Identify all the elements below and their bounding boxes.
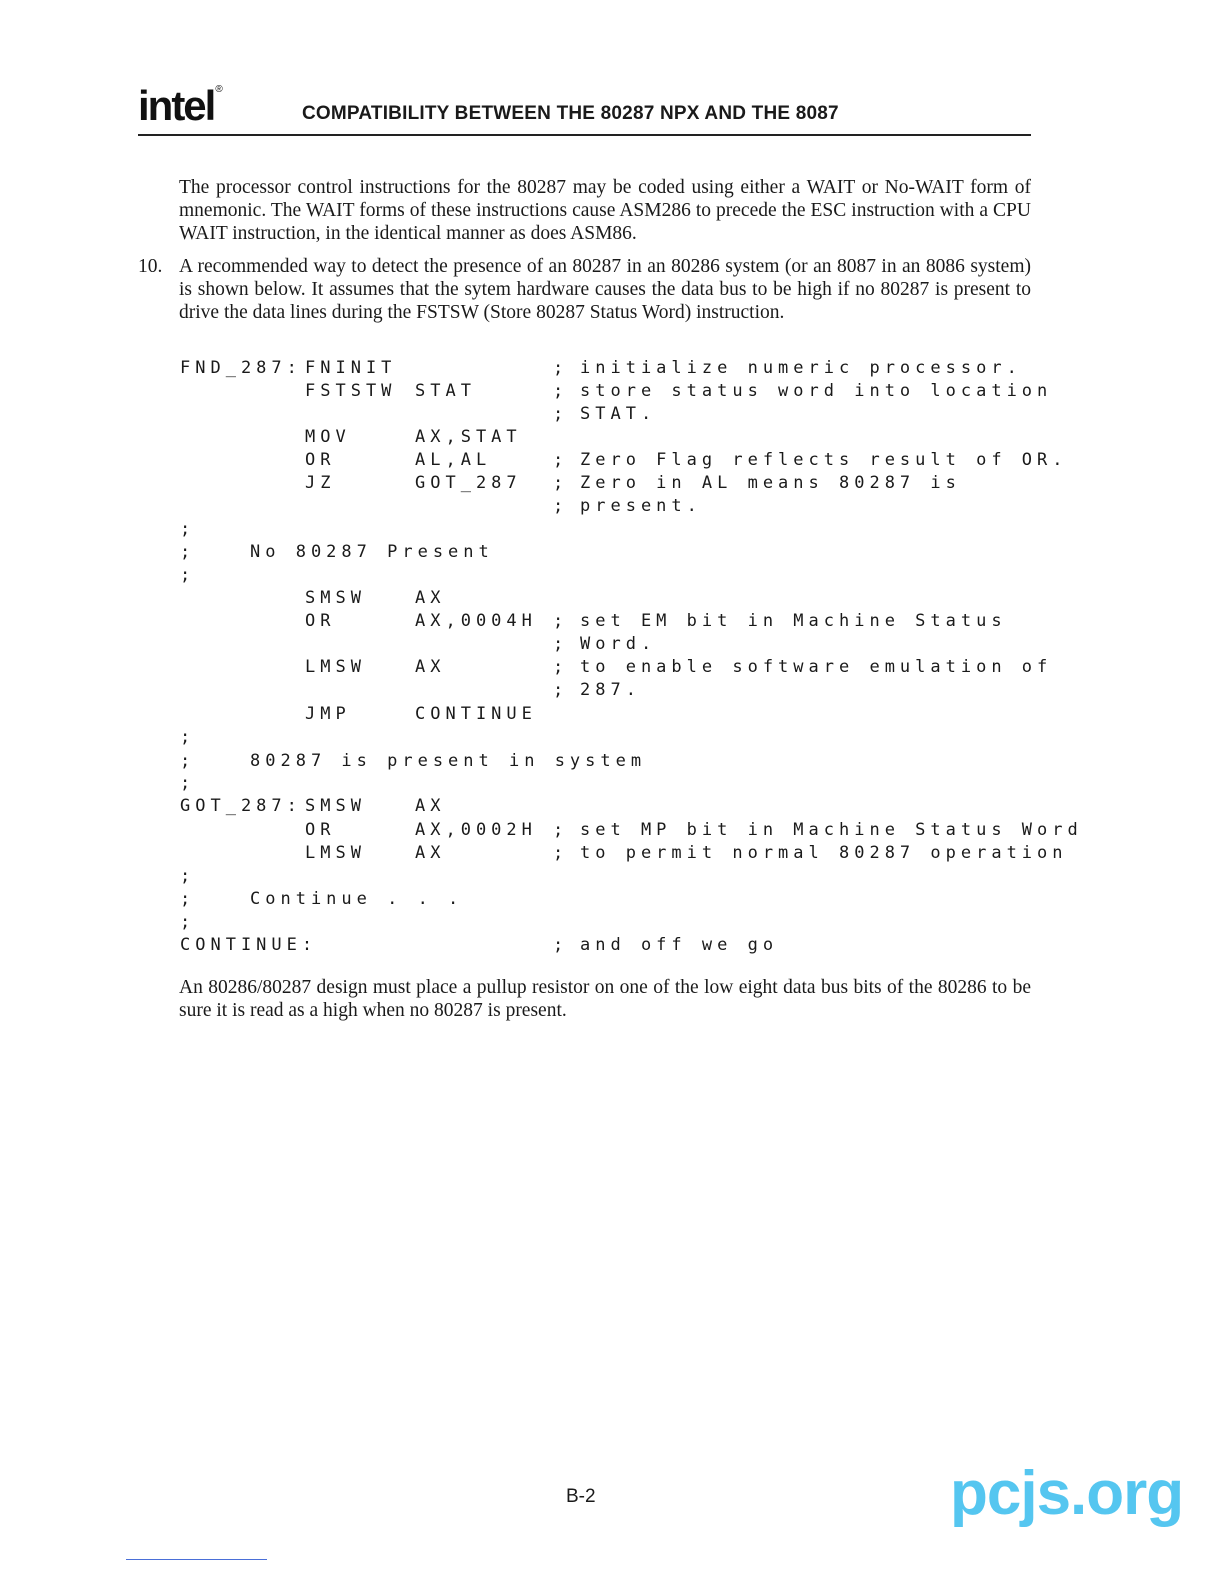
code-semicolon: ; — [180, 773, 196, 793]
code-operand: GOT_287 — [415, 473, 522, 493]
code-operand: AX,STAT — [415, 427, 522, 447]
code-semicolon: ; — [553, 381, 569, 401]
code-semicolon: ; — [553, 843, 569, 863]
code-section-comment: 80287 is present in system — [250, 751, 647, 771]
code-opcode: SMSW — [305, 588, 366, 608]
code-semicolon: ; — [180, 866, 196, 886]
code-opcode: LMSW — [305, 657, 366, 677]
page-number: B-2 — [566, 1486, 596, 1507]
code-comment: Word. — [580, 634, 657, 654]
code-opcode: OR — [305, 611, 336, 631]
code-semicolon: ; — [553, 634, 569, 654]
code-section-comment: No 80287 Present — [250, 542, 494, 562]
code-opcode: FSTSTW — [305, 381, 397, 401]
code-semicolon: ; — [553, 657, 569, 677]
code-operand: AX — [415, 843, 446, 863]
code-semicolon: ; — [553, 935, 569, 955]
code-comment: and off we go — [580, 935, 779, 955]
code-operand: AX — [415, 796, 446, 816]
code-comment: store status word into location — [580, 381, 1053, 401]
footer-divider — [126, 1559, 267, 1560]
code-opcode: FNINIT — [305, 358, 397, 378]
code-opcode: OR — [305, 450, 336, 470]
code-semicolon: ; — [553, 404, 569, 424]
code-section-comment: Continue . . . — [250, 889, 464, 909]
intel-logo: intel® — [138, 82, 221, 129]
code-comment: set MP bit in Machine Status Word — [580, 820, 1083, 840]
closing-paragraph: An 80286/80287 design must place a pullup resistor on one of the low eight data bus bits of the 80286 to be sure it is read as a high when no 80287 is present. — [179, 977, 1031, 1021]
code-operand: AX,0004H — [415, 611, 537, 631]
code-semicolon: ; — [553, 680, 569, 700]
code-operand: AX — [415, 588, 446, 608]
code-semicolon: ; — [553, 496, 569, 516]
code-semicolon: ; — [180, 542, 196, 562]
code-semicolon: ; — [180, 751, 196, 771]
header-divider — [138, 134, 1031, 136]
code-semicolon: ; — [553, 358, 569, 378]
code-comment: initialize numeric processor. — [580, 358, 1022, 378]
code-comment: Zero in AL means 80287 is — [580, 473, 961, 493]
code-semicolon: ; — [553, 450, 569, 470]
code-opcode: OR — [305, 820, 336, 840]
code-operand: STAT — [415, 381, 476, 401]
code-opcode: SMSW — [305, 796, 366, 816]
code-comment: STAT. — [580, 404, 657, 424]
code-comment: 287. — [580, 680, 641, 700]
code-semicolon: ; — [180, 519, 196, 539]
code-semicolon: ; — [553, 473, 569, 493]
code-opcode: JMP — [305, 704, 351, 724]
list-item-text: A recommended way to detect the presence of an 80287 in an 80286 system (or an 8087 in an 8086 system) is shown below. It assumes that the sytem hardware causes the data bus to be high if no 80287 is present to drive the data lines during the FSTSW (Store 80287 Status Word) instruction. — [179, 256, 1031, 323]
code-comment: Zero Flag reflects result of OR. — [580, 450, 1068, 470]
code-semicolon: ; — [180, 727, 196, 747]
pcjs-watermark: pcjs.org — [950, 1459, 1184, 1528]
code-operand: AX — [415, 657, 446, 677]
code-comment: present. — [580, 496, 702, 516]
code-operand: AL,AL — [415, 450, 492, 470]
code-operand: AX,0002H — [415, 820, 537, 840]
code-label: FND_287: — [180, 358, 302, 378]
code-comment: set EM bit in Machine Status — [580, 611, 1007, 631]
list-item-number: 10. — [138, 256, 163, 277]
code-semicolon: ; — [180, 889, 196, 909]
code-opcode: JZ — [305, 473, 336, 493]
page-header-title: COMPATIBILITY BETWEEN THE 80287 NPX AND THE 8087 — [302, 103, 839, 124]
code-comment: to enable software emulation of — [580, 657, 1053, 677]
code-label: CONTINUE: — [180, 935, 318, 955]
code-opcode: MOV — [305, 427, 351, 447]
code-semicolon: ; — [553, 820, 569, 840]
code-operand: CONTINUE — [415, 704, 537, 724]
intro-paragraph: The processor control instructions for the 80287 may be coded using either a WAIT or No-WAIT form of mnemonic. The WAIT forms of these instructions cause ASM286 to precede the ESC instruction with a CPU WAIT instruction, in the identical manner as does ASM86. — [179, 177, 1031, 244]
code-opcode: LMSW — [305, 843, 366, 863]
code-semicolon: ; — [553, 611, 569, 631]
code-comment: to permit normal 80287 operation — [580, 843, 1068, 863]
code-semicolon: ; — [180, 565, 196, 585]
code-label: GOT_287: — [180, 796, 302, 816]
code-semicolon: ; — [180, 912, 196, 932]
